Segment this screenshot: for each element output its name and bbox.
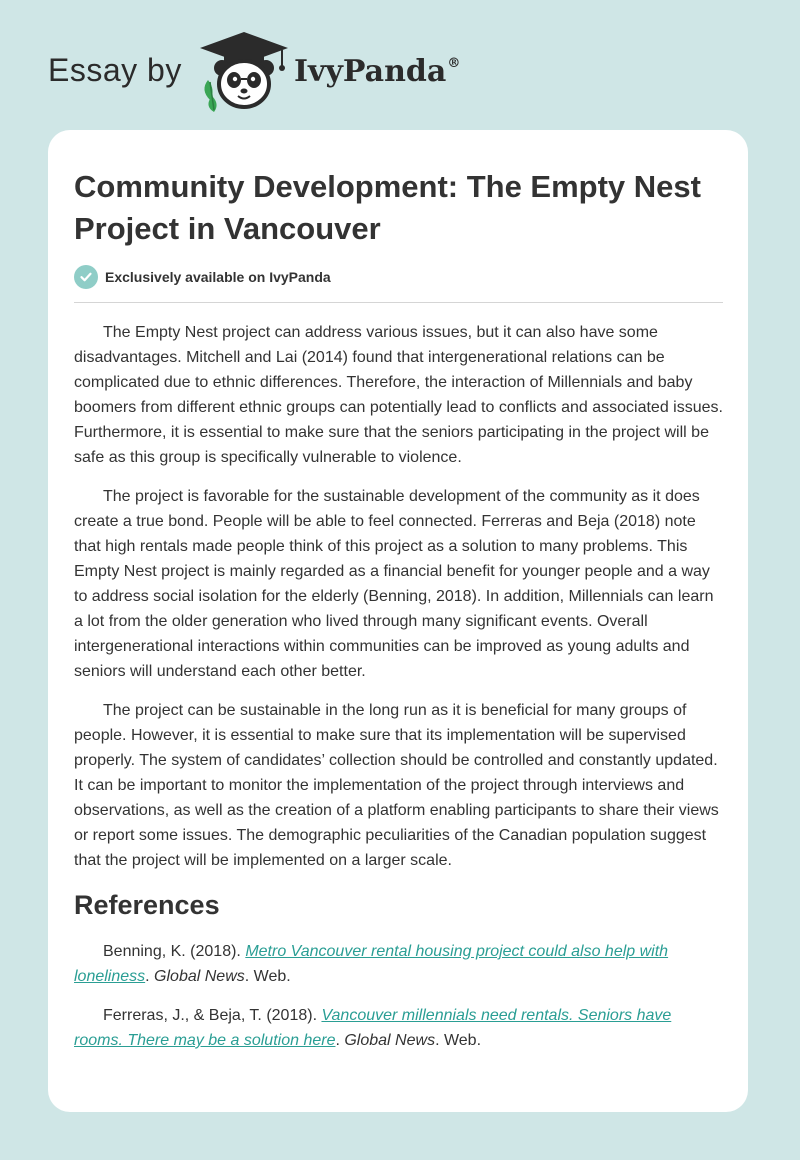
title-divider: [74, 302, 723, 303]
paragraph: The project is favorable for the sustainable development of the community as it does create a true bond. People will be able to feel connected. Ferreras and Beja (2018) note that high rentals made people think of this project as a solution to many problems. This Empty Nest project is mainly regarded as a financial benefit for younger people and a way to address social isolation for the elderly (Benning, 2018). In addition, Millennials can learn a lot from the older generation who lived through many significant events. Overall intergenerational interactions within communities can be improved as young adults and seniors will understand each other better.: [74, 488, 714, 680]
essay-card: [48, 130, 748, 1112]
paragraph: The Empty Nest project can address various issues, but it can also have some disadvantages. Mitchell and Lai (2014) found that intergenerational relations can be complicated due to ethnic differences. Therefore, the interaction of Millennials and baby boomers from different ethnic groups can potentially lead to conflicts and associated issues. Furthermore, it is essential to make sure that the seniors participating in the project will be safe as this group is specifically vulnerable to violence.: [74, 324, 723, 466]
site-header: [0, 0, 800, 125]
essay-body: [74, 320, 724, 1067]
exclusive-badge: [74, 264, 331, 290]
essay-title: Community Development: The Empty Nest Project in Vancouver: [74, 169, 701, 246]
reference-source: Global News: [154, 968, 245, 985]
paragraph: The project can be sustainable in the long run as it is beneficial for many groups of people. However, it is essential to make sure that its implementation will be supervised properly. The system of candidates’ collection should be controlled and constantly updated. It can be important to monitor the implementation of the project through interviews and observations, as well as the creation of a platform enabling participants to share their views or report some issues. The demographic peculiarities of the Canadian population suggest that the project will be implemented on a larger scale.: [74, 702, 719, 869]
registered-mark: ®: [447, 56, 461, 71]
essay-by-label: Essay by: [48, 52, 182, 88]
references-heading: References: [74, 890, 220, 920]
panda-graduate-logo[interactable]: [198, 30, 290, 112]
reference-item: Benning, K. (2018). Metro Vancouver rental housing project could also help with loneliness. Global News. Web.: [74, 943, 669, 985]
reference-link[interactable]: Vancouver millennials need rentals. Seniors have rooms. There may be a solution here: [74, 1007, 672, 1049]
reference-link[interactable]: Metro Vancouver rental housing project could also help with loneliness: [74, 943, 669, 985]
reference-source: Global News: [344, 1032, 436, 1049]
brand-name[interactable]: IvyPanda®: [294, 54, 461, 89]
exclusive-label: Exclusively available on IvyPanda: [105, 269, 331, 285]
check-circle-icon: [74, 265, 98, 289]
reference-item: Ferreras, J., & Beja, T. (2018). Vancouver millennials need rentals. Seniors have rooms. There may be a solution here. Global News. Web.: [74, 1007, 672, 1049]
